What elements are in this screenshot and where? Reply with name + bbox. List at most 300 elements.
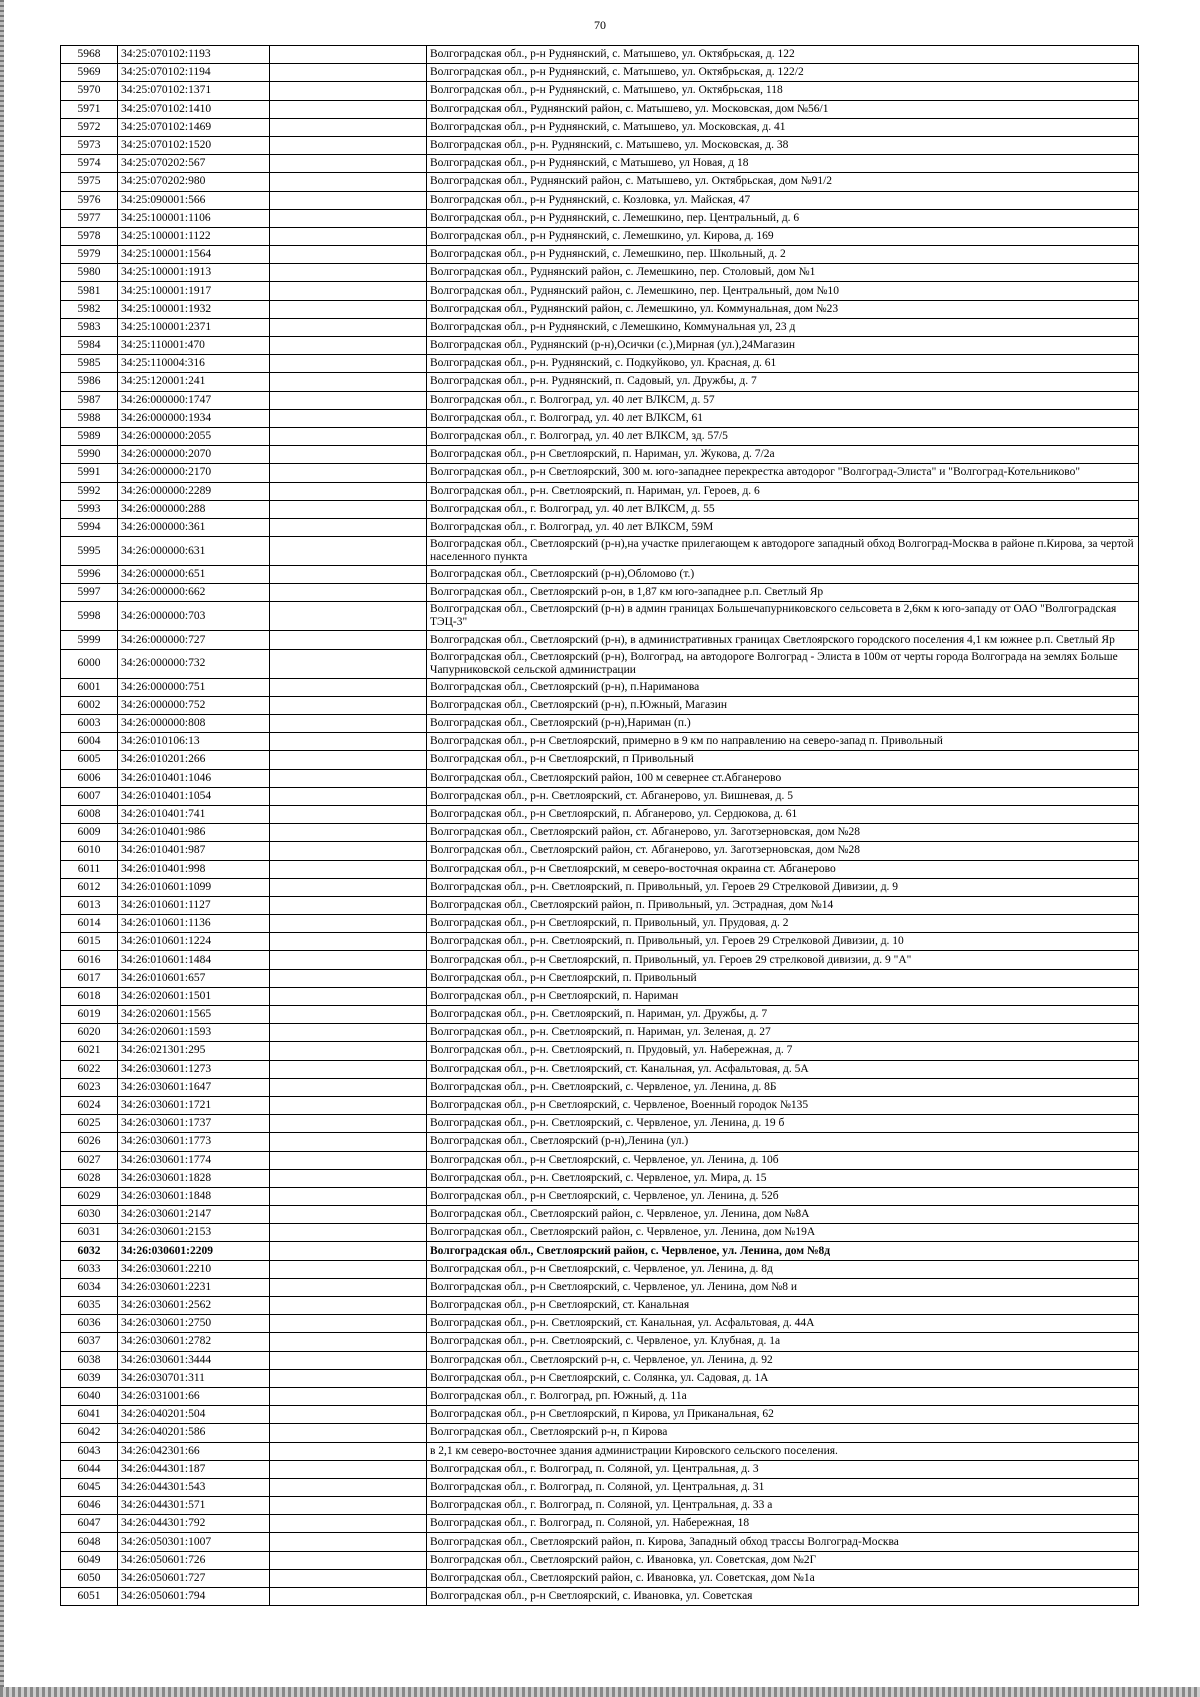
row-number-cell: 5985 bbox=[61, 355, 118, 373]
row-number-cell: 6051 bbox=[61, 1588, 118, 1606]
row-number-cell: 5983 bbox=[61, 318, 118, 336]
empty-cell bbox=[270, 824, 427, 842]
row-number-cell: 5970 bbox=[61, 82, 118, 100]
empty-cell bbox=[270, 136, 427, 154]
table-row bbox=[61, 1187, 1139, 1205]
row-number-cell: 6040 bbox=[61, 1387, 118, 1405]
empty-cell bbox=[270, 191, 427, 209]
row-number-cell: 5975 bbox=[61, 173, 118, 191]
empty-cell bbox=[270, 155, 427, 173]
table-row bbox=[61, 1042, 1139, 1060]
table-row bbox=[61, 537, 1139, 566]
row-number-cell: 6018 bbox=[61, 987, 118, 1005]
address-cell: Волгоградская обл., Светлоярский район, с. Червленое, ул. Ленина, дом №19А bbox=[427, 1224, 1139, 1242]
row-number-cell: 5996 bbox=[61, 566, 118, 584]
address-cell: Волгоградская обл., Светлоярский район, ст. Абганерово, ул. Заготзерновская, дом №28 bbox=[427, 842, 1139, 860]
table-row bbox=[61, 209, 1139, 227]
table-row bbox=[61, 584, 1139, 602]
table-row bbox=[61, 602, 1139, 631]
table-row bbox=[61, 1006, 1139, 1024]
row-number-cell: 6002 bbox=[61, 696, 118, 714]
cadastral-number-cell: 34:25:100001:2371 bbox=[118, 318, 270, 336]
row-number-cell: 6014 bbox=[61, 915, 118, 933]
row-number-cell: 6036 bbox=[61, 1315, 118, 1333]
row-number-cell: 6006 bbox=[61, 769, 118, 787]
row-number-cell: 6024 bbox=[61, 1096, 118, 1114]
empty-cell bbox=[270, 209, 427, 227]
table-row bbox=[61, 805, 1139, 823]
table-row bbox=[61, 715, 1139, 733]
empty-cell bbox=[270, 1187, 427, 1205]
row-number-cell: 6009 bbox=[61, 824, 118, 842]
address-cell: Волгоградская обл., р-н Светлоярский, с. Червленое, Военный городок №135 bbox=[427, 1096, 1139, 1114]
row-number-cell: 6015 bbox=[61, 933, 118, 951]
table-row bbox=[61, 1151, 1139, 1169]
row-number-cell: 6042 bbox=[61, 1424, 118, 1442]
row-number-cell: 6017 bbox=[61, 969, 118, 987]
cadastral-number-cell: 34:25:100001:1913 bbox=[118, 264, 270, 282]
table-row bbox=[61, 769, 1139, 787]
empty-cell bbox=[270, 1424, 427, 1442]
cadastral-number-cell: 34:26:040201:504 bbox=[118, 1406, 270, 1424]
table-row bbox=[61, 64, 1139, 82]
row-number-cell: 5972 bbox=[61, 118, 118, 136]
cadastral-number-cell: 34:26:044301:543 bbox=[118, 1478, 270, 1496]
address-cell: Волгоградская обл., Светлоярский район, 100 м севернее ст.Абганерово bbox=[427, 769, 1139, 787]
table-row bbox=[61, 1533, 1139, 1551]
table-row bbox=[61, 1278, 1139, 1296]
empty-cell bbox=[270, 1442, 427, 1460]
table-row bbox=[61, 1588, 1139, 1606]
table-row bbox=[61, 896, 1139, 914]
address-cell: Волгоградская обл., Светлоярский район, с. Ивановка, ул. Советская, дом №1а bbox=[427, 1569, 1139, 1587]
row-number-cell: 5988 bbox=[61, 409, 118, 427]
address-cell: Волгоградская обл., Руднянский район, с. Лемешкино, ул. Коммунальная, дом №23 bbox=[427, 300, 1139, 318]
empty-cell bbox=[270, 1315, 427, 1333]
address-cell: Волгоградская обл., р-н Светлоярский, с. Червленое, ул. Ленина, д. 10б bbox=[427, 1151, 1139, 1169]
address-cell: Волгоградская обл., р-н Руднянский, с Лемешкино, Коммунальная ул, 23 д bbox=[427, 318, 1139, 336]
address-cell: Волгоградская обл., р-н. Светлоярский, ст. Абганерово, ул. Вишневая, д. 5 bbox=[427, 787, 1139, 805]
row-number-cell: 6010 bbox=[61, 842, 118, 860]
row-number-cell: 5969 bbox=[61, 64, 118, 82]
cadastral-number-cell: 34:26:010601:1099 bbox=[118, 878, 270, 896]
cadastral-number-cell: 34:26:020601:1593 bbox=[118, 1024, 270, 1042]
row-number-cell: 5997 bbox=[61, 584, 118, 602]
address-cell: Волгоградская обл., Светлоярский (р-н), в административных границах Светлоярского городского поселения 4,1 км южнее р.п. Светлый Яр bbox=[427, 631, 1139, 649]
empty-cell bbox=[270, 951, 427, 969]
row-number-cell: 5981 bbox=[61, 282, 118, 300]
table-row bbox=[61, 1024, 1139, 1042]
row-number-cell: 6046 bbox=[61, 1497, 118, 1515]
address-cell: Волгоградская обл., г. Волгоград, п. Соляной, ул. Центральная, д. 3 bbox=[427, 1460, 1139, 1478]
table-row bbox=[61, 1497, 1139, 1515]
empty-cell bbox=[270, 751, 427, 769]
empty-cell bbox=[270, 1078, 427, 1096]
empty-cell bbox=[270, 769, 427, 787]
address-cell: Волгоградская обл., р-н. Светлоярский, ст. Канальная, ул. Асфальтовая, д. 44А bbox=[427, 1315, 1139, 1333]
cadastral-number-cell: 34:26:050601:794 bbox=[118, 1588, 270, 1606]
row-number-cell: 5973 bbox=[61, 136, 118, 154]
empty-cell bbox=[270, 1497, 427, 1515]
empty-cell bbox=[270, 537, 427, 566]
empty-cell bbox=[270, 1515, 427, 1533]
table-row bbox=[61, 1169, 1139, 1187]
address-cell: Волгоградская обл., Светлоярский (р-н),на участке прилегающем к автодороге западный обход Волгоград-Москва в районе п.Кирова, за чертой населенного пункта bbox=[427, 537, 1139, 566]
row-number-cell: 6049 bbox=[61, 1551, 118, 1569]
cadastral-number-cell: 34:26:000000:2055 bbox=[118, 427, 270, 445]
address-cell: Волгоградская обл., Светлоярский район, ст. Абганерово, ул. Заготзерновская, дом №28 bbox=[427, 824, 1139, 842]
row-number-cell: 6026 bbox=[61, 1133, 118, 1151]
table-row bbox=[61, 951, 1139, 969]
row-number-cell: 6004 bbox=[61, 733, 118, 751]
address-cell: Волгоградская обл., р-н Светлоярский, п. Нариман, ул. Жукова, д. 7/2а bbox=[427, 446, 1139, 464]
empty-cell bbox=[270, 805, 427, 823]
table-row bbox=[61, 136, 1139, 154]
cadastral-number-cell: 34:25:090001:566 bbox=[118, 191, 270, 209]
table-row bbox=[61, 46, 1139, 64]
cadastral-number-cell: 34:26:042301:66 bbox=[118, 1442, 270, 1460]
address-cell: Волгоградская обл., Светлоярский р-н, с. Червленое, ул. Ленина, д. 92 bbox=[427, 1351, 1139, 1369]
table-row bbox=[61, 915, 1139, 933]
table-row bbox=[61, 842, 1139, 860]
cadastral-number-cell: 34:26:044301:792 bbox=[118, 1515, 270, 1533]
row-number-cell: 6005 bbox=[61, 751, 118, 769]
table-row bbox=[61, 282, 1139, 300]
address-cell: Волгоградская обл., р-н Светлоярский, с. Червленое, ул. Ленина, д. 52б bbox=[427, 1187, 1139, 1205]
cadastral-number-cell: 34:26:010601:1484 bbox=[118, 951, 270, 969]
empty-cell bbox=[270, 933, 427, 951]
row-number-cell: 6032 bbox=[61, 1242, 118, 1260]
row-number-cell: 6025 bbox=[61, 1115, 118, 1133]
cadastral-number-cell: 34:26:000000:732 bbox=[118, 649, 270, 678]
table-row bbox=[61, 1406, 1139, 1424]
cadastral-number-cell: 34:26:031001:66 bbox=[118, 1387, 270, 1405]
row-number-cell: 6034 bbox=[61, 1278, 118, 1296]
empty-cell bbox=[270, 1133, 427, 1151]
address-cell: Волгоградская обл., р-н. Светлоярский, п. Нариман, ул. Зеленая, д. 27 bbox=[427, 1024, 1139, 1042]
address-cell: Волгоградская обл., р-н Руднянский, с. Лемешкино, пер. Школьный, д. 2 bbox=[427, 246, 1139, 264]
row-number-cell: 5995 bbox=[61, 537, 118, 566]
cadastral-number-cell: 34:26:030601:2231 bbox=[118, 1278, 270, 1296]
table-row bbox=[61, 391, 1139, 409]
table-row bbox=[61, 933, 1139, 951]
cadastral-number-cell: 34:26:021301:295 bbox=[118, 1042, 270, 1060]
empty-cell bbox=[270, 227, 427, 245]
table-row bbox=[61, 1260, 1139, 1278]
address-cell: Волгоградская обл., р-н. Светлоярский, п. Нариман, ул. Дружбы, д. 7 bbox=[427, 1006, 1139, 1024]
table-row bbox=[61, 1242, 1139, 1260]
cadastral-number-cell: 34:26:010401:741 bbox=[118, 805, 270, 823]
row-number-cell: 5982 bbox=[61, 300, 118, 318]
cadastral-number-cell: 34:26:010401:1046 bbox=[118, 769, 270, 787]
row-number-cell: 6043 bbox=[61, 1442, 118, 1460]
row-number-cell: 6020 bbox=[61, 1024, 118, 1042]
empty-cell bbox=[270, 355, 427, 373]
registry-table bbox=[60, 45, 1139, 1606]
empty-cell bbox=[270, 1242, 427, 1260]
cadastral-number-cell: 34:26:030601:2147 bbox=[118, 1206, 270, 1224]
empty-cell bbox=[270, 500, 427, 518]
empty-cell bbox=[270, 1115, 427, 1133]
table-row bbox=[61, 824, 1139, 842]
registry-table-body bbox=[61, 46, 1139, 1606]
cadastral-number-cell: 34:25:110004:316 bbox=[118, 355, 270, 373]
cadastral-number-cell: 34:26:030601:2210 bbox=[118, 1260, 270, 1278]
address-cell: Волгоградская обл., Светлоярский район, с. Ивановка, ул. Советская, дом №2Г bbox=[427, 1551, 1139, 1569]
cadastral-number-cell: 34:26:000000:752 bbox=[118, 696, 270, 714]
cadastral-number-cell: 34:26:030601:1828 bbox=[118, 1169, 270, 1187]
row-number-cell: 6039 bbox=[61, 1369, 118, 1387]
row-number-cell: 6031 bbox=[61, 1224, 118, 1242]
empty-cell bbox=[270, 696, 427, 714]
address-cell: Волгоградская обл., Руднянский район, с. Лемешкино, пер. Центральный, дом №10 bbox=[427, 282, 1139, 300]
table-row bbox=[61, 373, 1139, 391]
cadastral-number-cell: 34:26:030601:1737 bbox=[118, 1115, 270, 1133]
cadastral-number-cell: 34:26:000000:2170 bbox=[118, 464, 270, 482]
empty-cell bbox=[270, 64, 427, 82]
cadastral-number-cell: 34:25:070102:1371 bbox=[118, 82, 270, 100]
cadastral-number-cell: 34:26:000000:727 bbox=[118, 631, 270, 649]
address-cell: Волгоградская обл., Светлоярский район, с. Червленое, ул. Ленина, дом №8д bbox=[427, 1242, 1139, 1260]
empty-cell bbox=[270, 878, 427, 896]
cadastral-number-cell: 34:25:070202:567 bbox=[118, 155, 270, 173]
cadastral-number-cell: 34:26:050601:726 bbox=[118, 1551, 270, 1569]
cadastral-number-cell: 34:26:030601:1273 bbox=[118, 1060, 270, 1078]
address-cell: Волгоградская обл., р-н Руднянский, с. Матышево, ул. Октябрьская, 118 bbox=[427, 82, 1139, 100]
cadastral-number-cell: 34:25:070102:1469 bbox=[118, 118, 270, 136]
row-number-cell: 6012 bbox=[61, 878, 118, 896]
address-cell: Волгоградская обл., Руднянский район, с. Матышево, ул. Московская, дом №56/1 bbox=[427, 100, 1139, 118]
empty-cell bbox=[270, 842, 427, 860]
table-row bbox=[61, 464, 1139, 482]
row-number-cell: 6021 bbox=[61, 1042, 118, 1060]
address-cell: Волгоградская обл., р-н Светлоярский, с. Ивановка, ул. Советская bbox=[427, 1588, 1139, 1606]
cadastral-number-cell: 34:25:120001:241 bbox=[118, 373, 270, 391]
table-row bbox=[61, 1315, 1139, 1333]
address-cell: Волгоградская обл., Руднянский район, с. Лемешкино, пер. Столовый, дом №1 bbox=[427, 264, 1139, 282]
empty-cell bbox=[270, 282, 427, 300]
row-number-cell: 6016 bbox=[61, 951, 118, 969]
cadastral-number-cell: 34:26:010601:657 bbox=[118, 969, 270, 987]
address-cell: Волгоградская обл., Светлоярский р-н, п Кирова bbox=[427, 1424, 1139, 1442]
address-cell: Волгоградская обл., р-н. Руднянский, с. Матышево, ул. Московская, д. 38 bbox=[427, 136, 1139, 154]
address-cell: Волгоградская обл., р-н Светлоярский, п Привольный bbox=[427, 751, 1139, 769]
empty-cell bbox=[270, 1478, 427, 1496]
address-cell: Волгоградская обл., г. Волгоград, п. Соляной, ул. Центральная, д. 33 а bbox=[427, 1497, 1139, 1515]
address-cell: Волгоградская обл., г. Волгоград, п. Соляной, ул. Центральная, д. 31 bbox=[427, 1478, 1139, 1496]
row-number-cell: 5990 bbox=[61, 446, 118, 464]
address-cell: Волгоградская обл., р-н Руднянский, с. Матышево, ул. Октябрьская, д. 122 bbox=[427, 46, 1139, 64]
table-row bbox=[61, 1351, 1139, 1369]
row-number-cell: 5998 bbox=[61, 602, 118, 631]
cadastral-number-cell: 34:26:020601:1501 bbox=[118, 987, 270, 1005]
empty-cell bbox=[270, 733, 427, 751]
empty-cell bbox=[270, 173, 427, 191]
cadastral-number-cell: 34:26:000000:631 bbox=[118, 537, 270, 566]
row-number-cell: 5991 bbox=[61, 464, 118, 482]
row-number-cell: 5986 bbox=[61, 373, 118, 391]
cadastral-number-cell: 34:26:030601:1721 bbox=[118, 1096, 270, 1114]
table-row bbox=[61, 860, 1139, 878]
row-number-cell: 6029 bbox=[61, 1187, 118, 1205]
empty-cell bbox=[270, 584, 427, 602]
row-number-cell: 6038 bbox=[61, 1351, 118, 1369]
cadastral-number-cell: 34:26:010401:986 bbox=[118, 824, 270, 842]
empty-cell bbox=[270, 246, 427, 264]
empty-cell bbox=[270, 566, 427, 584]
empty-cell bbox=[270, 1551, 427, 1569]
cadastral-number-cell: 34:26:000000:751 bbox=[118, 678, 270, 696]
empty-cell bbox=[270, 1351, 427, 1369]
cadastral-number-cell: 34:25:110001:470 bbox=[118, 337, 270, 355]
cadastral-number-cell: 34:26:010601:1136 bbox=[118, 915, 270, 933]
row-number-cell: 6048 bbox=[61, 1533, 118, 1551]
empty-cell bbox=[270, 649, 427, 678]
table-row bbox=[61, 1078, 1139, 1096]
cadastral-number-cell: 34:26:000000:1934 bbox=[118, 409, 270, 427]
empty-cell bbox=[270, 915, 427, 933]
cadastral-number-cell: 34:25:100001:1106 bbox=[118, 209, 270, 227]
address-cell: Волгоградская обл., Светлоярский (р-н),Ленина (ул.) bbox=[427, 1133, 1139, 1151]
table-row bbox=[61, 355, 1139, 373]
row-number-cell: 6037 bbox=[61, 1333, 118, 1351]
row-number-cell: 5976 bbox=[61, 191, 118, 209]
page-number: 70 bbox=[594, 18, 606, 32]
table-row bbox=[61, 246, 1139, 264]
empty-cell bbox=[270, 1042, 427, 1060]
empty-cell bbox=[270, 446, 427, 464]
cadastral-number-cell: 34:25:070102:1193 bbox=[118, 46, 270, 64]
row-number-cell: 5978 bbox=[61, 227, 118, 245]
address-cell: Волгоградская обл., р-н Светлоярский, п. Привольный bbox=[427, 969, 1139, 987]
row-number-cell: 6007 bbox=[61, 787, 118, 805]
cadastral-number-cell: 34:26:030601:1774 bbox=[118, 1151, 270, 1169]
empty-cell bbox=[270, 409, 427, 427]
address-cell: Волгоградская обл., р-н. Светлоярский, п. Нариман, ул. Героев, д. 6 bbox=[427, 482, 1139, 500]
table-row bbox=[61, 1442, 1139, 1460]
empty-cell bbox=[270, 1024, 427, 1042]
empty-cell bbox=[270, 1096, 427, 1114]
address-cell: Волгоградская обл., р-н Руднянский, с Матышево, ул Новая, д 18 bbox=[427, 155, 1139, 173]
empty-cell bbox=[270, 896, 427, 914]
table-row bbox=[61, 1224, 1139, 1242]
cadastral-number-cell: 34:26:030601:2782 bbox=[118, 1333, 270, 1351]
table-row bbox=[61, 409, 1139, 427]
address-cell: Волгоградская обл., г. Волгоград, ул. 40 лет ВЛКСМ, д. 57 bbox=[427, 391, 1139, 409]
address-cell: Волгоградская обл., р-н Светлоярский, п. Привольный, ул. Героев 29 стрелковой дивизии, д. 9 "А" bbox=[427, 951, 1139, 969]
address-cell: Волгоградская обл., р-н. Светлоярский, п. Привольный, ул. Героев 29 Стрелковой Дивизии, д. 9 bbox=[427, 878, 1139, 896]
empty-cell bbox=[270, 427, 427, 445]
table-row bbox=[61, 1387, 1139, 1405]
address-cell: Волгоградская обл., р-н Руднянский, с. Козловка, ул. Майская, 47 bbox=[427, 191, 1139, 209]
empty-cell bbox=[270, 482, 427, 500]
table-row bbox=[61, 427, 1139, 445]
row-number-cell: 6041 bbox=[61, 1406, 118, 1424]
empty-cell bbox=[270, 373, 427, 391]
table-row bbox=[61, 1333, 1139, 1351]
table-row bbox=[61, 1133, 1139, 1151]
row-number-cell: 5987 bbox=[61, 391, 118, 409]
address-cell: Волгоградская обл., Руднянский (р-н),Осички (с.),Мирная (ул.),24Магазин bbox=[427, 337, 1139, 355]
table-row bbox=[61, 1460, 1139, 1478]
table-row bbox=[61, 787, 1139, 805]
cadastral-number-cell: 34:26:010106:13 bbox=[118, 733, 270, 751]
cadastral-number-cell: 34:26:040201:586 bbox=[118, 1424, 270, 1442]
table-row bbox=[61, 969, 1139, 987]
address-cell: Волгоградская обл., г. Волгоград, рп. Южный, д. 11а bbox=[427, 1387, 1139, 1405]
row-number-cell: 6001 bbox=[61, 678, 118, 696]
address-cell: Волгоградская обл., Светлоярский (р-н), п.Нариманова bbox=[427, 678, 1139, 696]
empty-cell bbox=[270, 1169, 427, 1187]
row-number-cell: 6019 bbox=[61, 1006, 118, 1024]
address-cell: Волгоградская обл., Светлоярский район, п. Привольный, ул. Эстрадная, дом №14 bbox=[427, 896, 1139, 914]
cadastral-number-cell: 34:26:000000:361 bbox=[118, 518, 270, 536]
cadastral-number-cell: 34:26:044301:571 bbox=[118, 1497, 270, 1515]
cadastral-number-cell: 34:26:030701:311 bbox=[118, 1369, 270, 1387]
table-row bbox=[61, 678, 1139, 696]
scan-edge-bottom bbox=[0, 1687, 1200, 1697]
cadastral-number-cell: 34:26:030601:2750 bbox=[118, 1315, 270, 1333]
address-cell: Волгоградская обл., р-н. Светлоярский, п. Привольный, ул. Героев 29 Стрелковой Дивизии, д. 10 bbox=[427, 933, 1139, 951]
table-row bbox=[61, 1478, 1139, 1496]
cadastral-number-cell: 34:26:044301:187 bbox=[118, 1460, 270, 1478]
address-cell: Волгоградская обл., Руднянский район, с. Матышево, ул. Октябрьская, дом №91/2 bbox=[427, 173, 1139, 191]
empty-cell bbox=[270, 1278, 427, 1296]
table-row bbox=[61, 318, 1139, 336]
empty-cell bbox=[270, 715, 427, 733]
table-row bbox=[61, 1115, 1139, 1133]
empty-cell bbox=[270, 337, 427, 355]
empty-cell bbox=[270, 518, 427, 536]
empty-cell bbox=[270, 300, 427, 318]
cadastral-number-cell: 34:25:100001:1917 bbox=[118, 282, 270, 300]
table-row bbox=[61, 500, 1139, 518]
address-cell: Волгоградская обл., р-н. Светлоярский, с. Червленое, ул. Мира, д. 15 bbox=[427, 1169, 1139, 1187]
table-row bbox=[61, 155, 1139, 173]
empty-cell bbox=[270, 787, 427, 805]
row-number-cell: 6028 bbox=[61, 1169, 118, 1187]
address-cell: Волгоградская обл., р-н Светлоярский, 300 м. юго-западнее перекрестка автодорог "Волгоград-Элиста" и "Волгоград-Котельниково" bbox=[427, 464, 1139, 482]
cadastral-number-cell: 34:26:030601:2562 bbox=[118, 1297, 270, 1315]
address-cell: Волгоградская обл., р-н Светлоярский, ст. Канальная bbox=[427, 1297, 1139, 1315]
table-row bbox=[61, 1424, 1139, 1442]
address-cell: Волгоградская обл., г. Волгоград, ул. 40 лет ВЛКСМ, д. 55 bbox=[427, 500, 1139, 518]
empty-cell bbox=[270, 391, 427, 409]
row-number-cell: 5980 bbox=[61, 264, 118, 282]
row-number-cell: 6045 bbox=[61, 1478, 118, 1496]
cadastral-number-cell: 34:26:010401:1054 bbox=[118, 787, 270, 805]
table-row bbox=[61, 696, 1139, 714]
address-cell: Волгоградская обл., р-н. Руднянский, п. Садовый, ул. Дружбы, д. 7 bbox=[427, 373, 1139, 391]
address-cell: Волгоградская обл., р-н. Светлоярский, с. Червленое, ул. Клубная, д. 1а bbox=[427, 1333, 1139, 1351]
row-number-cell: 6003 bbox=[61, 715, 118, 733]
address-cell: Волгоградская обл., Светлоярский район, с. Червленое, ул. Ленина, дом №8А bbox=[427, 1206, 1139, 1224]
cadastral-number-cell: 34:26:010601:1224 bbox=[118, 933, 270, 951]
table-row bbox=[61, 1551, 1139, 1569]
cadastral-number-cell: 34:26:050301:1007 bbox=[118, 1533, 270, 1551]
cadastral-number-cell: 34:25:100001:1564 bbox=[118, 246, 270, 264]
cadastral-number-cell: 34:26:030601:3444 bbox=[118, 1351, 270, 1369]
table-row bbox=[61, 264, 1139, 282]
table-row bbox=[61, 446, 1139, 464]
table-row bbox=[61, 82, 1139, 100]
cadastral-number-cell: 34:26:000000:2070 bbox=[118, 446, 270, 464]
cadastral-number-cell: 34:25:100001:1122 bbox=[118, 227, 270, 245]
row-number-cell: 6033 bbox=[61, 1260, 118, 1278]
cadastral-number-cell: 34:26:030601:2209 bbox=[118, 1242, 270, 1260]
address-cell: Волгоградская обл., р-н Руднянский, с. Лемешкино, ул. Кирова, д. 169 bbox=[427, 227, 1139, 245]
empty-cell bbox=[270, 1151, 427, 1169]
